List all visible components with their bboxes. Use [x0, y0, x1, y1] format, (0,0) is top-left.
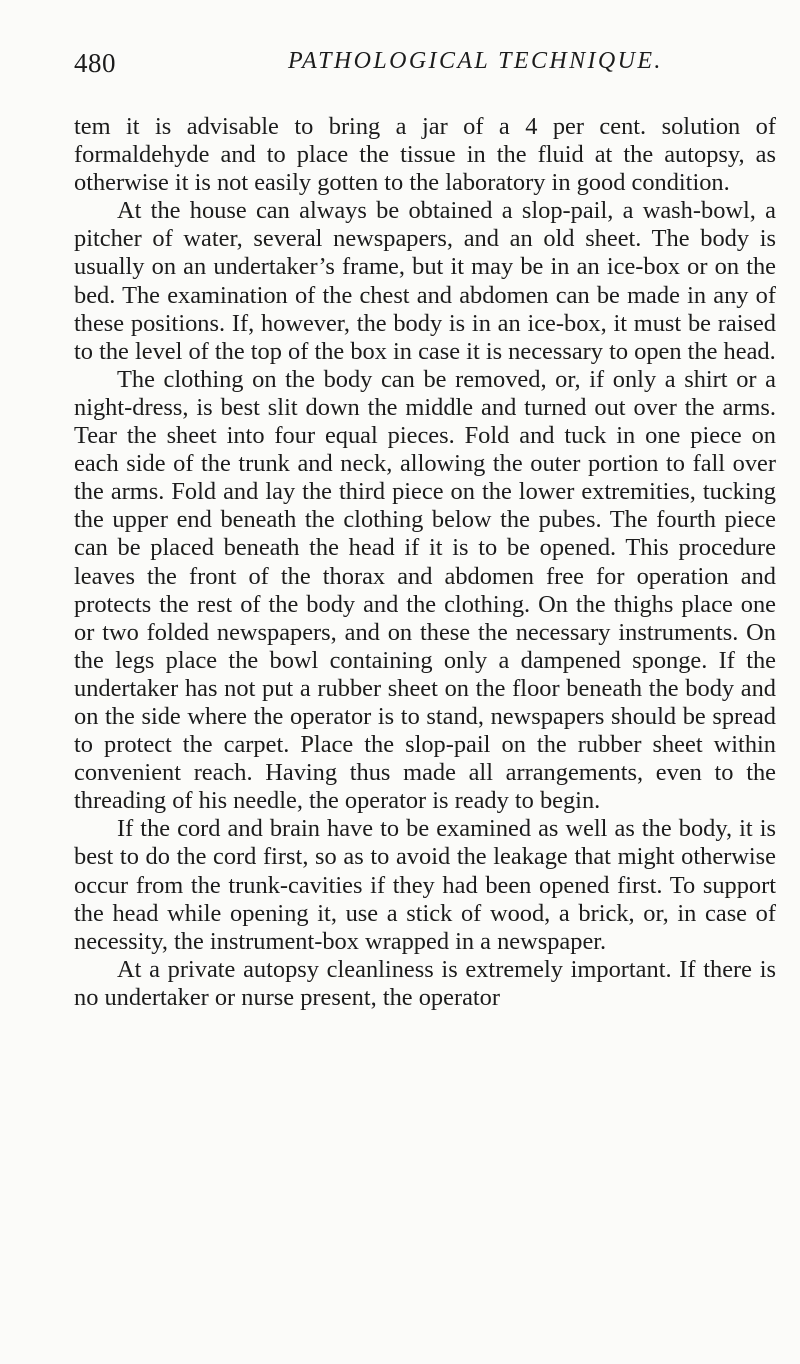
body-text [74, 113, 776, 1012]
running-head: PATHOLOGICAL TECHNIQUE. [288, 48, 663, 74]
paragraph-continued: tem it is advisable to bring a jar of a 4 per cent. solution of formaldehyde and to place the tissue in the fluid at the autopsy, as otherwise it is not easily gotten to the laboratory in good condition. [74, 113, 776, 197]
page-header [74, 48, 776, 88]
paragraph: If the cord and brain have to be examined as well as the body, it is best to do the cord first, so as to avoid the leakage that might otherwise occur from the trunk-cavities if they had been opened first. To support the head while opening it, use a stick of wood, a brick, or, in case of necessity, the instrument-box wrapped in a newspaper. [74, 815, 776, 955]
paragraph: At a private autopsy cleanliness is extremely important. If there is no undertaker or nurse present, the operator [74, 955, 776, 1011]
paragraph: The clothing on the body can be removed, or, if only a shirt or a night-dress, is best slit down the middle and turned out over the arms. Tear the sheet into four equal pieces. Fold and tuck in one piece on each side of the trunk and neck, allowing the outer portion to fall over the arms. Fold and lay the third piece on the lower extremities, tucking the upper end beneath the clothing below the pubes. The fourth piece can be placed beneath the head if it is to be opened. This procedure leaves the front of the thorax and abdomen free for operation and protects the rest of the body and the clothing. On the thighs place one or two folded newspapers, and on these the necessary instruments. On the legs place the bowl containing only a dampened sponge. If the undertaker has not put a rubber sheet on the floor beneath the body and on the side where the operator is to stand, newspapers should be spread to protect the carpet. Place the slop-pail on the rubber sheet within convenient reach. Having thus made all arrangements, even to the threading of his needle, the operator is ready to begin. [74, 365, 776, 815]
paragraph: At the house can always be obtained a slop-pail, a wash-bowl, a pitcher of water, several newspapers, and an old sheet. The body is usually on an undertaker’s frame, but it may be in an ice-box or on the bed. The examination of the chest and abdomen can be made in any of these positions. If, however, the body is in an ice-box, it must be raised to the level of the top of the box in case it is necessary to open the head. [74, 197, 776, 365]
page-number: 480 [74, 48, 116, 78]
